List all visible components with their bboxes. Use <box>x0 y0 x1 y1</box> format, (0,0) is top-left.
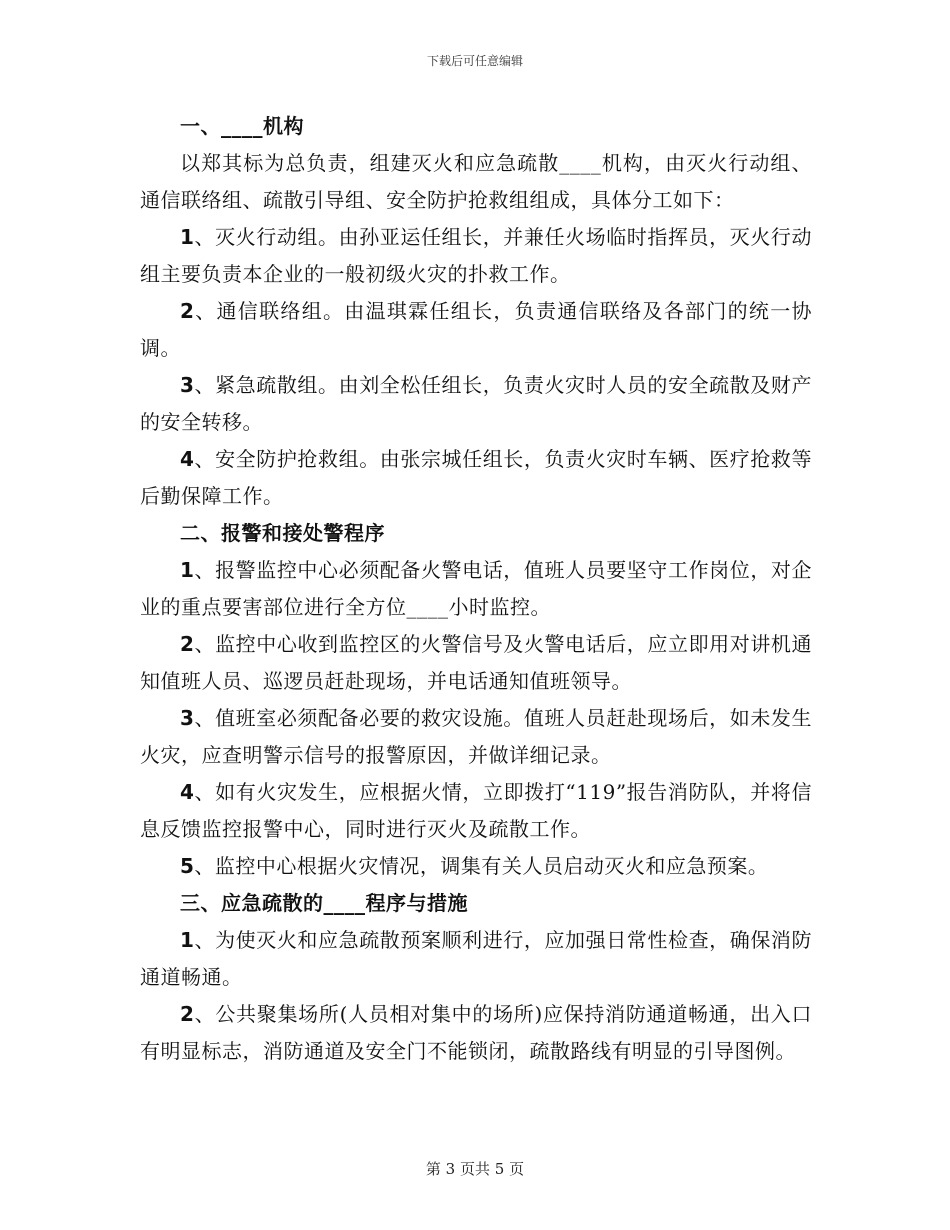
list-item <box>140 922 812 996</box>
item-text: 、安全防护抢救组。由张宗城任组长，负责火灾时车辆、医疗抢救等后勤保障工作。 <box>140 447 812 508</box>
list-item <box>140 552 812 626</box>
item-number: 1 <box>180 558 195 582</box>
list-item <box>140 774 812 848</box>
list-item <box>140 996 812 1070</box>
list-item <box>140 441 812 515</box>
item-text: 、紧急疏散组。由刘全松任组长，负责火灾时人员的安全疏散及财产的安全转移。 <box>140 373 812 434</box>
item-text: 、公共聚集场所(人员相对集中的场所)应保持消防通道畅通，出入口有明显标志，消防通道及安全门不能锁闭，疏散路线有明显的引导图例。 <box>140 1002 812 1063</box>
list-item <box>140 848 812 885</box>
document-body <box>140 108 812 1070</box>
page-header: 下载后可任意编辑 <box>426 54 523 68</box>
list-item <box>140 626 812 700</box>
item-number: 2 <box>180 299 195 323</box>
section-heading-alarm: 二、报警和接处警程序 <box>180 521 385 545</box>
item-number: 3 <box>180 373 195 397</box>
list-item <box>140 219 812 293</box>
section-intro: 以郑其标为总负责，组建灭火和应急疏散____机构，由灭火行动组、通信联络组、疏散引导组、安全防护抢救组组成，具体分工如下： <box>140 151 812 212</box>
item-text: 、灭火行动组。由孙亚运任组长，并兼任火场临时指挥员，灭火行动组主要负责本企业的一般初级火灾的扑救工作。 <box>140 225 812 286</box>
item-number: 2 <box>180 1002 195 1026</box>
item-text: 、为使灭火和应急疏散预案顺利进行，应加强日常性检查，确保消防通道畅通。 <box>140 928 812 989</box>
item-number: 4 <box>180 447 195 471</box>
item-text: 、通信联络组。由温琪霖任组长，负责通信联络及各部门的统一协调。 <box>140 299 812 360</box>
item-text: 、监控中心收到监控区的火警信号及火警电话后，应立即用对讲机通知值班人员、巡逻员赶赴现场，并电话通知值班领导。 <box>140 632 812 693</box>
item-number: 2 <box>180 632 195 656</box>
item-text: 、如有火灾发生，应根据火情，立即拨打“119”报告消防队，并将信息反馈监控报警中心，同时进行灭火及疏散工作。 <box>140 780 812 841</box>
item-text: 、监控中心根据火灾情况，调集有关人员启动灭火和应急预案。 <box>194 854 769 878</box>
list-item <box>140 293 812 367</box>
item-text: 、值班室必须配备必要的救灾设施。值班人员赶赴现场后，如未发生火灾，应查明警示信号的报警原因，并做详细记录。 <box>140 706 812 767</box>
item-text: 、报警监控中心必须配备火警电话，值班人员要坚守工作岗位，对企业的重点要害部位进行全方位____小时监控。 <box>140 558 812 619</box>
section-heading-evacuation: 三、应急疏散的____程序与措施 <box>180 891 468 915</box>
section-heading-organization: 一、____机构 <box>180 114 304 138</box>
list-item <box>140 700 812 774</box>
item-number: 5 <box>180 854 195 878</box>
item-number: 1 <box>180 928 195 952</box>
list-item <box>140 367 812 441</box>
item-number: 4 <box>180 780 195 804</box>
item-number: 1 <box>180 225 195 249</box>
page-number: 第 3 页共 5 页 <box>425 1160 525 1178</box>
item-number: 3 <box>180 706 195 730</box>
